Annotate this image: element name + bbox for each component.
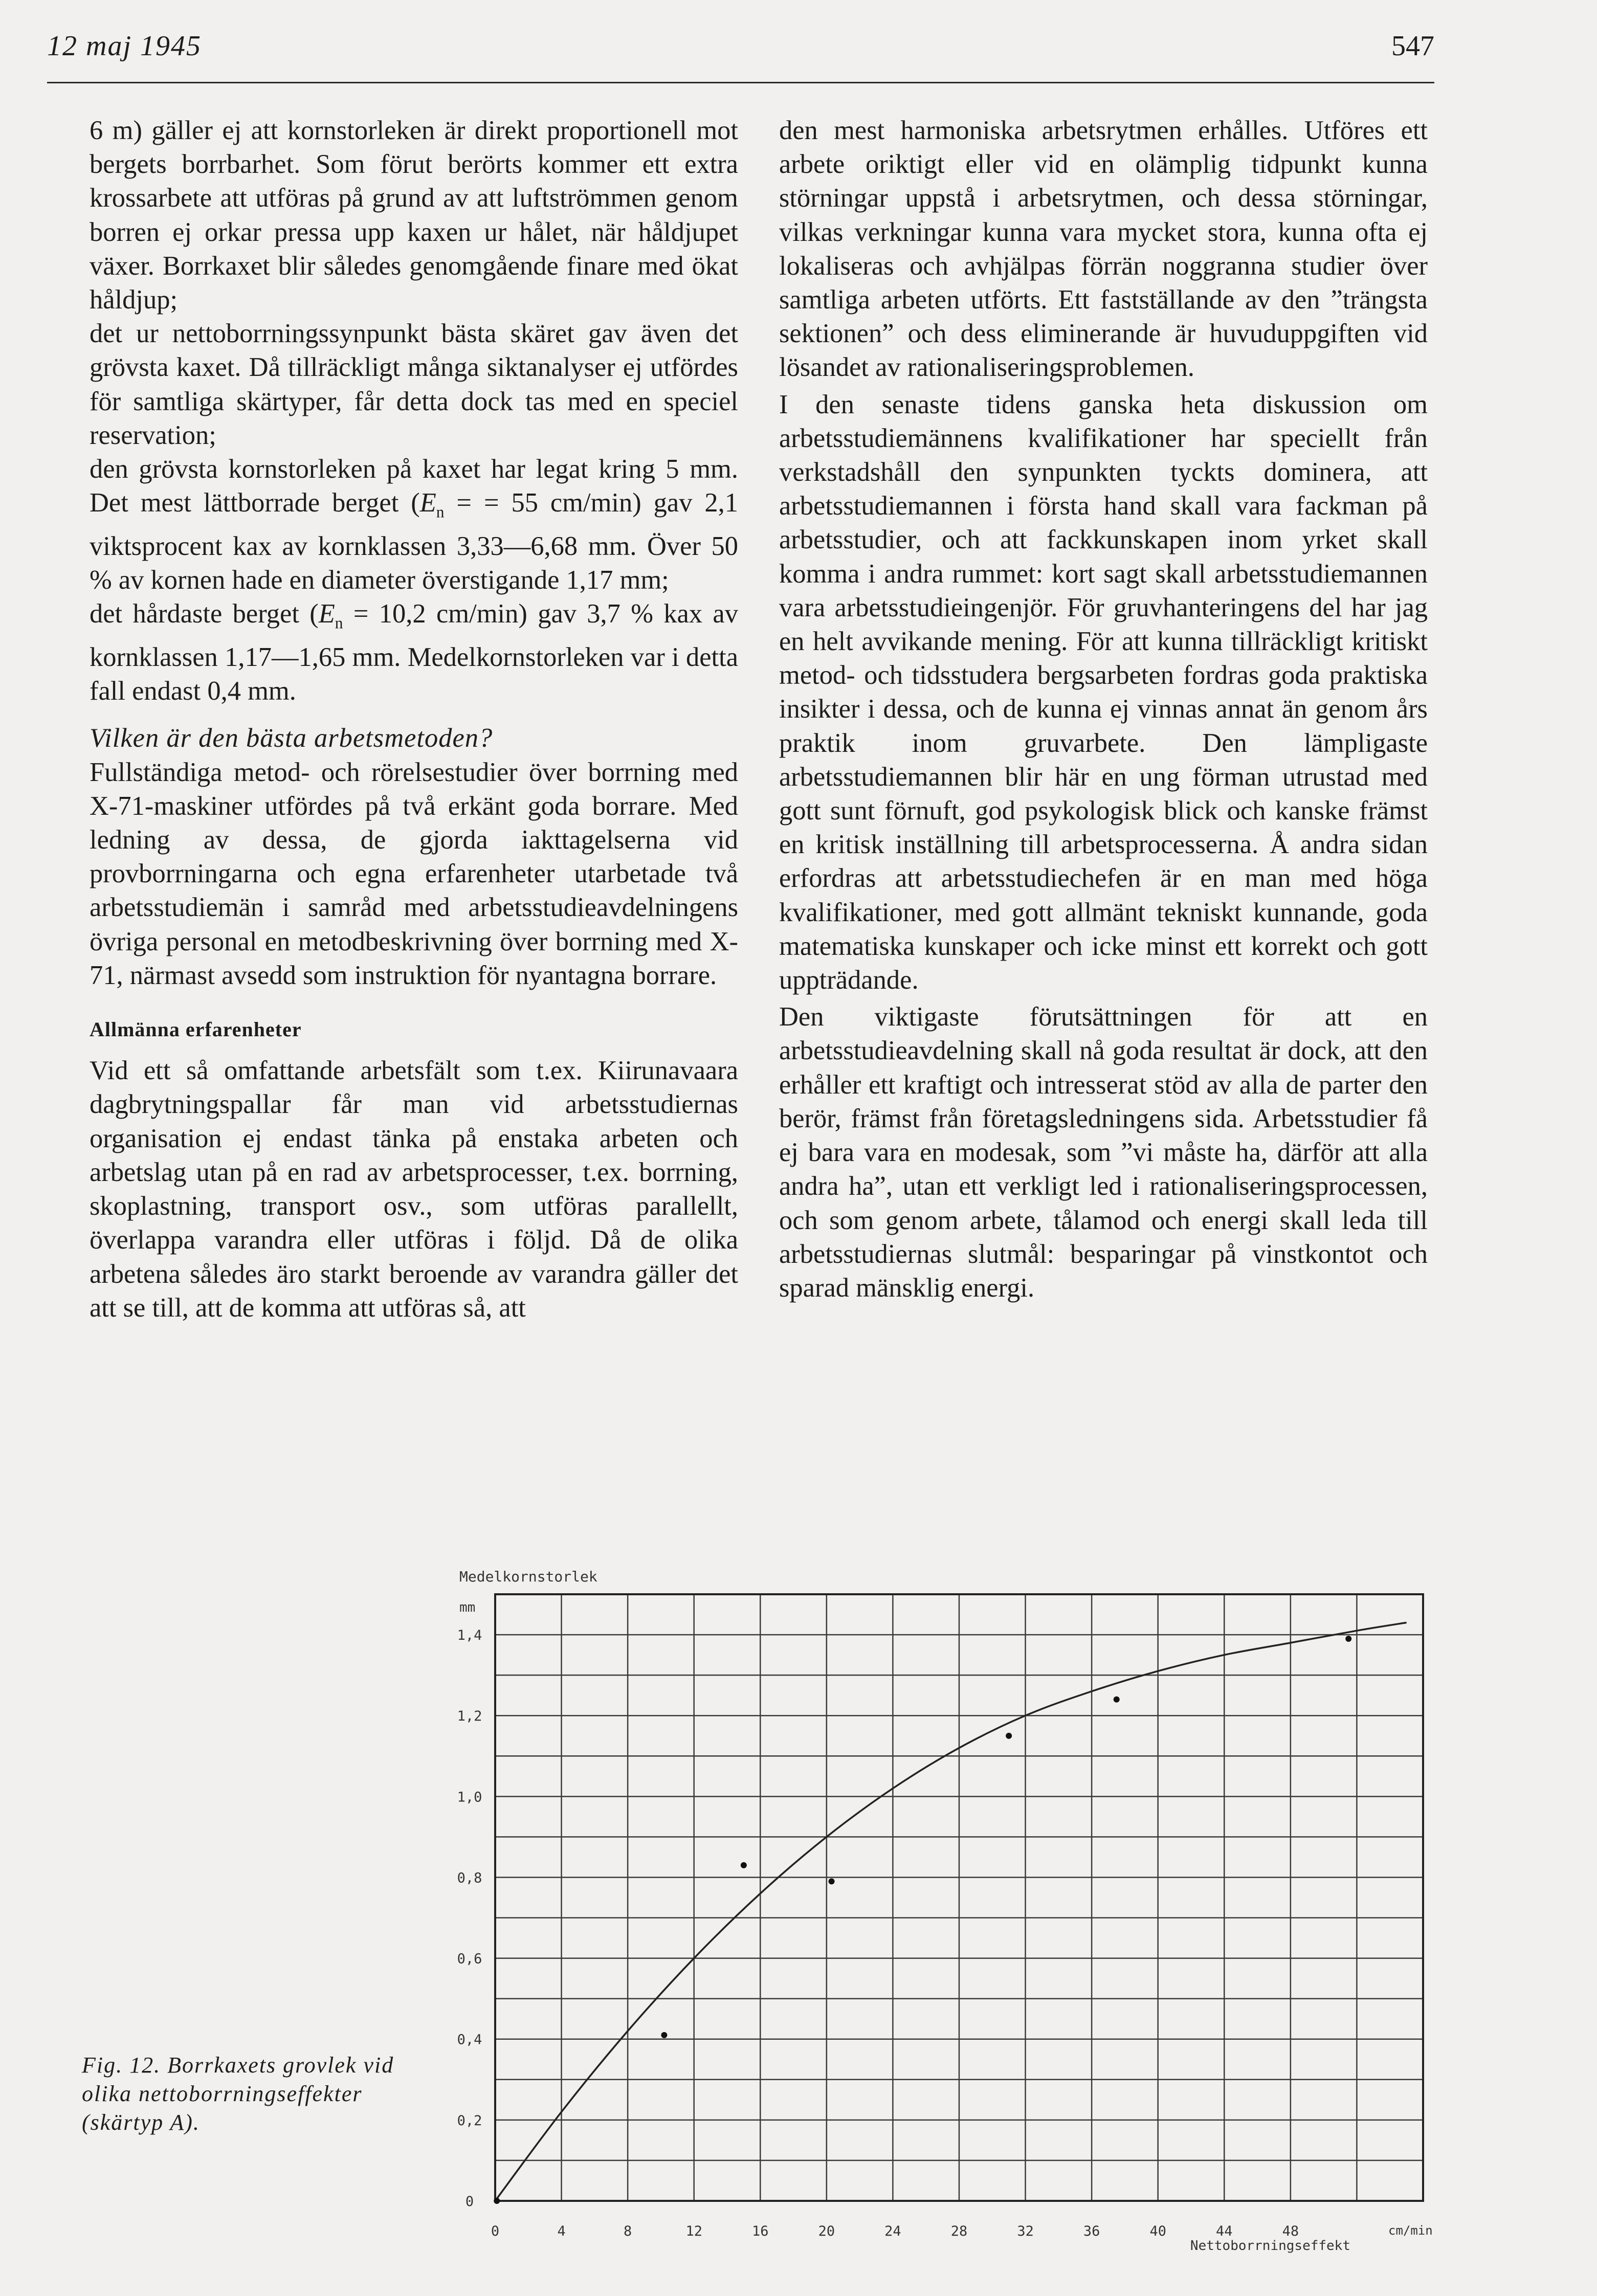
data-points <box>494 1636 1351 2204</box>
fit-curve <box>495 1622 1407 2201</box>
paragraph: det hårdaste berget ($E_n = 10,2$ cm/min) gav 3,7 % kax av kornklassen 1,17—1,65 mm. Medelkornstorleken var i detta fall endast 0,4 mm. <box>90 599 738 706</box>
page-number: 547 <box>1391 30 1434 62</box>
page-header <box>47 26 1434 83</box>
paragraph: Den viktigaste förutsättningen för att en arbetsstudieavdelning skall nå goda resultat är dock, att den erhåller ett kraftigt och intresserat stöd av alla de parter den berör, främst från företagsledningens sida. Arbetsstudier få ej bara vara en modesak, som ”vi måste ha, därför att alla andra ha”, utan ett verkligt led i rationaliseringsprocessen, och som genom arbete, tålamod och energi skall leda till arbetsstudiernas slutmål: besparingar på vinstkontot och sparad mänsklig energi. <box>779 1002 1428 1303</box>
y-tick-label: 1,2 <box>457 1708 482 1725</box>
x-tick-label: 32 <box>1017 2223 1034 2239</box>
paragraph: I den senaste tidens ganska heta diskussion om arbetsstudiemännens kvalifikationer har speciellt från verkstadshåll den synpunkten tyckts dominera, att arbetsstudiemannen i första hand skall vara fackman på arbetsstudier, och att fackkunskapen inom yrket skall komma i andra rummet: kort sagt skall arbetsstudiemannen vara arbetsstudieingenjör. För gruvhanteringens del har jag en helt avvikande mening. För att kunna tillräckligt kritiskt metod- och tidsstudera bergsarbeten fordras goda praktiska insikter i dessa, och de kunna ej vinnas annat än genom års praktik inom gruvarbete. Den lämpligaste arbetsstudiemannen blir här en ung förman utrustad med gott sunt förnuft, god psykologisk blick och kanske främst en kritisk inställning till arbetsprocesserna. Å andra sidan erfordras att arbetsstudiechefen är en man med höga kvalifikationer, med gott allmänt tekniskt kunnande, goda matematiska kunskaper och icke minst ett korrekt och gott uppträdande. <box>779 389 1428 995</box>
y-tick-label: 0 <box>465 2194 474 2210</box>
section-heading-bold: Allmänna erfarenheter <box>90 1018 302 1041</box>
y-tick-label: 0,4 <box>457 2032 482 2048</box>
y-axis-unit: mm <box>459 1600 476 1615</box>
y-tick-label: 1,4 <box>457 1628 482 1644</box>
x-tick-label: 40 <box>1149 2223 1166 2239</box>
x-tick-label: 20 <box>818 2223 835 2239</box>
chart-grid <box>495 1594 1423 2201</box>
y-tick-label: 1,0 <box>457 1789 482 1805</box>
paragraph: den grövsta kornstorleken på kaxet har legat kring 5 mm. Det mest lättborrade berget ($E_n$ = = 55 cm/min) gav 2,1 viktsprocent kax av kornklassen 3,33—6,68 mm. Över 50 % av kornen hade en diameter överstigande 1,17 mm; <box>90 454 738 595</box>
data-point <box>741 1862 747 1868</box>
y-tick-label: 0,2 <box>457 2112 482 2129</box>
x-tick-label: 48 <box>1282 2223 1299 2239</box>
y-tick-label: 0,6 <box>457 1951 482 1967</box>
paragraph: den mest harmoniska arbetsrytmen erhålles. Utföres ett arbete oriktigt eller vid en olämplig tidpunkt kunna störningar uppstå i arbetsrytmen, och dessa störningar, vilkas verkningar kunna vara mycket stora, kunna ofta ej lokaliseras och avhjälpas förrän noggranna studier över samtliga arbeten utförts. Ett fastställande av den ”trängsta sektionen” och dess eliminerande är huvuduppgiften vid lösandet av rationaliseringsproblemen. <box>779 116 1428 383</box>
section-heading-italic: Vilken är den bästa arbetsmetoden? <box>90 723 493 753</box>
x-axis-unit: cm/min <box>1388 2223 1433 2238</box>
data-point <box>1345 1636 1351 1642</box>
data-point <box>494 2198 500 2204</box>
x-tick-label: 28 <box>950 2223 968 2239</box>
y-axis-label: Medelkornstorlek <box>459 1568 597 1585</box>
x-tick-label: 0 <box>491 2223 500 2239</box>
x-tick-label: 36 <box>1083 2223 1100 2239</box>
x-tick-label: 4 <box>557 2223 566 2239</box>
data-point <box>829 1878 835 1884</box>
data-point <box>661 2032 667 2038</box>
data-point <box>1006 1733 1012 1739</box>
paragraph: Fullständiga metod- och rörelsestudier över borrning med X-71-maskiner utfördes på två erkänt goda borrare. Med ledning av dessa, de gjorda iakttagelserna vid provborrningarna och egna erfarenheter utarbetade två arbetsstudiemän i samråd med arbetsstudieavdelningens övriga personal en metodbeskrivning över borrning med X-71, närmast avsedd som instruktion för nyantagna borrare. <box>90 757 738 990</box>
data-point <box>1114 1697 1120 1703</box>
paragraph: Vid ett så omfattande arbetsfält som t.ex. Kiirunavaara dagbrytningspallar får man vid arbetsstudiernas organisation ej endast tänka på enstaka arbeten och arbetslag utan på en rad av arbetsprocesser, t.ex. borrning, skoplastning, transport osv., som utföras parallellt, överlappa varandra eller utföras i följd. Då de olika arbetena således äro starkt beroende av varandra gäller det att se till, att de komma att utföras så, att <box>90 1056 738 1323</box>
paragraph: det ur nettoborrningssynpunkt bästa skäret gav även det grövsta kaxet. Då tillräckligt många siktanalyser ej utfördes för samtliga skärtyper, får detta dock tas med en speciel reservation; <box>90 319 738 450</box>
right-column <box>779 114 1428 1305</box>
paragraph: 6 m) gäller ej att kornstorleken är direkt proportionell mot bergets borrbarhet. Som förut berörts kommer ett extra krossarbete att utföras på grund av att luftströmmen genom borren ej orkar pressa upp kaxen ur hålet, när håldjupet växer. Borrkaxet blir således genomgående finare med ökat håldjup; <box>90 116 738 315</box>
x-tick-label: 16 <box>752 2223 769 2239</box>
header-date: 12 maj 1945 <box>47 30 202 62</box>
x-axis-label: Nettoborrningseffekt <box>1190 2238 1350 2254</box>
x-tick-label: 24 <box>884 2223 901 2239</box>
figure-caption: Fig. 12. Borrkaxets grovlek vid olika nettoborrningseffekter (skärtyp A). <box>82 2053 394 2135</box>
axis-labels <box>457 1568 1433 2254</box>
x-tick-label: 44 <box>1216 2223 1233 2239</box>
left-column <box>90 114 738 1325</box>
x-tick-label: 12 <box>685 2223 702 2239</box>
y-tick-label: 0,8 <box>457 1870 482 1886</box>
x-tick-label: 8 <box>624 2223 632 2239</box>
